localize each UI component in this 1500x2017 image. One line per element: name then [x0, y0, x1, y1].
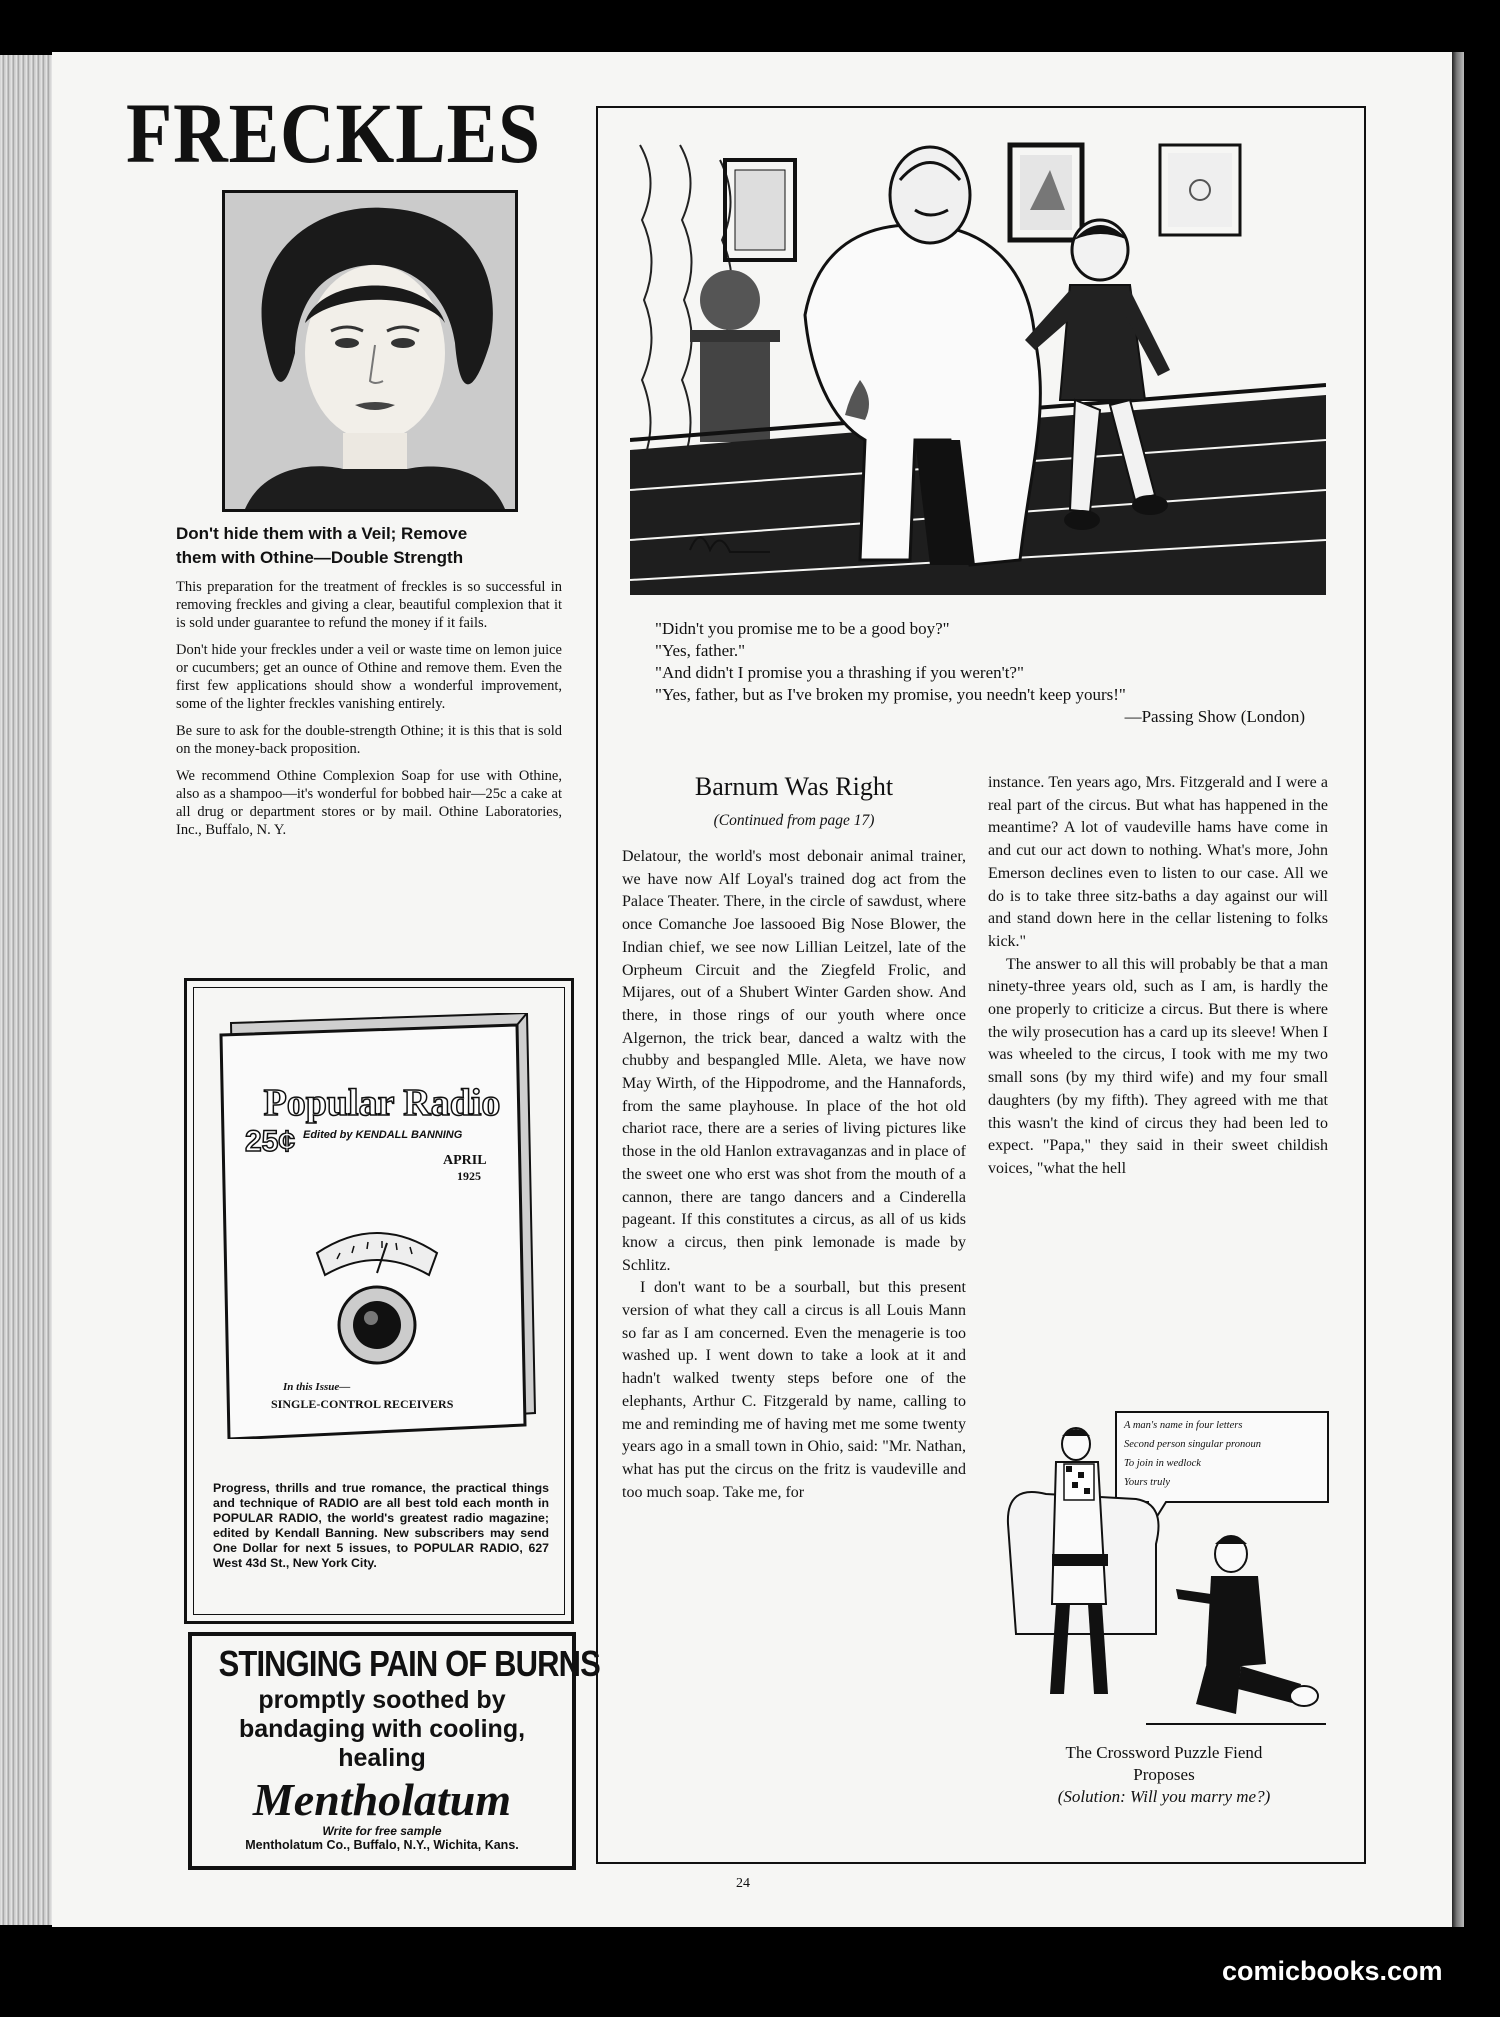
freckles-ad-headline [176, 522, 566, 570]
burns-ad-line-1: promptly soothed by [258, 1686, 506, 1714]
freckles-ad-title: FRECKLES [126, 85, 541, 181]
magazine-title: Popular Radio [263, 1082, 501, 1124]
article-paragraph: I don't want to be a sourball, but this present version of what they call a circus is all Louis Mann so far as I am concerned. Even the menagerie is too washed up. I went down to take a look at it and hadn't walked twenty steps before one of the elephants, Arthur C. Fitzgerald by name, calling to me and reminding me of having met me some twenty years ago in a small town in Ohio, said: "Mr. Nathan, what has put the circus on the fritz is vaudeville and too much soap. Take me, for [622, 1279, 966, 1501]
caption-source: —Passing Show (London) [1124, 707, 1305, 726]
caption-line: "Yes, father." [655, 641, 746, 660]
radio-ad-copy: Progress, thrills and true romance, the practical things and technique of RADIO are all best told each month in POPULAR RADIO, the world's greatest radio magazine; edited by Kendall Banning. New subscribers may send One Dollar for next 5 issues, to POPULAR RADIO, 627 West 43d St., New York City. [213, 1481, 549, 1570]
page-number: 24 [736, 1876, 750, 1891]
article-paragraph: Delatour, the world's most debonair animal trainer, we have now Alf Loyal's trained dog act from the Palace Theater. There, in the circle of sawdust, where once Comanche Joe lassooed Big Nose Blower, the Indian chief, we see now Lillian Leitzel, late of the Orpheum Circuit and the Ziegfeld Frolic, and Mijares, out of a Shubert Winter Garden show. And there, in those rings of our youth where once Algernon, the trick bear, danced a waltz with the chubby and bespangled Mlle. Aleta, we have now May Wirth, of the Hippodrome, and the Hannafords, from the same playhouse. In place of the hot old chariot race, there are a series of living pictures like those in the old Hanlon extravaganzas and in place of the sweet one who erst was shot from the mouth of a cannon, there are tango dancers and a Cinderella pageant. If this constitutes a circus, as all of us kids know a circus, then pink lemonade is made by Schlitz. [622, 848, 966, 1274]
freckles-paragraph: This preparation for the treatment of freckles is so successful in removing freckles and giving a clear, beautiful complexion that it is sold under guarantee to refund the money if it fails. [176, 579, 562, 631]
magazine-issue-feature: SINGLE-CONTROL RECEIVERS [271, 1397, 454, 1411]
bubble-line: Second person singular pronoun [1124, 1439, 1261, 1450]
magazine-editor: Edited by KENDALL BANNING [303, 1129, 463, 1141]
mentholatum-ad [188, 1632, 600, 1870]
article-continued-note: (Continued from page 17) [713, 812, 875, 829]
burns-ad-title: STINGING PAIN OF BURNS [218, 1643, 600, 1684]
article-column-1 [622, 846, 966, 1504]
magazine-cover-illustration [217, 1013, 543, 1439]
woman-portrait-photo [222, 190, 518, 512]
freckles-paragraph: Don't hide your freckles under a veil or waste time on lemon juice or cucumbers; get an ounce of Othine and remove them. Even the first few applications should show a wonderful improvement, some of the lighter freckles vanishing entirely. [176, 642, 562, 712]
burns-ad-line-2: bandaging with cooling, [238, 1715, 526, 1743]
book-page-edges [0, 55, 55, 1925]
freckles-headline-line-1: Don't hide them with a Veil; Remove [176, 524, 468, 543]
article-paragraph: instance. Ten years ago, Mrs. Fitzgerald and I were a real part of the circus. But what has happened in the meantime? A lot of vaudeville hams have come in and cut our act down to nothing. What's more, John Emerson declines even to listen to our case. All we do is to take three sitz-baths a day against our will and stand down here in the cellar listening to folks kick." [988, 774, 1328, 950]
mentholatum-brand: Mentholatum [252, 1774, 512, 1825]
speech-bubble-text [1124, 1416, 1324, 1492]
freckles-paragraph: Be sure to ask for the double-strength Othine; it is this that is sold on the money-back proposition. [176, 723, 562, 757]
cartoon-caption [655, 618, 1315, 728]
magazine-issue-month: APRIL [443, 1153, 487, 1168]
crossword-proposal-cartoon [996, 1404, 1332, 1732]
freckles-ad-body [176, 578, 562, 848]
article-column-2 [988, 772, 1328, 1181]
magazine-issue-label: In this Issue— [283, 1381, 351, 1393]
caption-line: "And didn't I promise you a thrashing if you weren't?" [655, 663, 1024, 682]
freckles-paragraph: We recommend Othine Complexion Soap for use with Othine, also as a shampoo—it's wonderful for bobbed hair—25c a cake at all drug or department stores or by mail. Othine Laboratories, Inc., Buffalo, N. Y. [176, 768, 562, 838]
article-title: Barnum Was Right [694, 772, 894, 801]
burns-ad-line-3: healing [338, 1744, 426, 1772]
bubble-line: Yours truly [1124, 1477, 1171, 1488]
article-paragraph: The answer to all this will probably be that a man ninety-three years old, such as I am, is hardly the one properly to criticize a circus. But there is where the wily prosecution has a card up its sleeve! When I was wheeled to the circus, I took with me my two small sons (by my third wife) and my four small daughters (by my fifth). They agreed with me that this wasn't the kind of circus they had been led to expect. "Papa," they said in their sweet childish voices, "what the hell [988, 955, 1328, 1177]
burns-ad-sample-offer: Write for free sample [322, 1824, 442, 1838]
caption-line: "Didn't you promise me to be a good boy?" [655, 619, 950, 638]
magazine-price: 25¢ [245, 1125, 296, 1158]
bubble-line: A man's name in four letters [1124, 1420, 1243, 1431]
caption-line: "Yes, father, but as I've broken my promise, you needn't keep yours!" [655, 685, 1126, 704]
father-son-cartoon-illustration [630, 140, 1326, 595]
magazine-issue-year: 1925 [457, 1169, 481, 1183]
binding-edge [1452, 52, 1464, 1927]
bubble-line: To join in wedlock [1124, 1458, 1201, 1469]
puzzle-caption-line-1: The Crossword Puzzle Fiend [1065, 1743, 1263, 1762]
site-watermark: comicbooks.com [1222, 1956, 1443, 1986]
burns-ad-address: Mentholatum Co., Buffalo, N.Y., Wichita, Kans. [245, 1838, 519, 1852]
puzzle-caption-line-2: Proposes [1133, 1765, 1195, 1784]
puzzle-solution: (Solution: Will you marry me?) [1057, 1787, 1271, 1806]
puzzle-cartoon-caption [996, 1742, 1332, 1808]
popular-radio-ad [184, 978, 574, 1624]
freckles-headline-line-2: them with Othine—Double Strength [176, 548, 464, 567]
